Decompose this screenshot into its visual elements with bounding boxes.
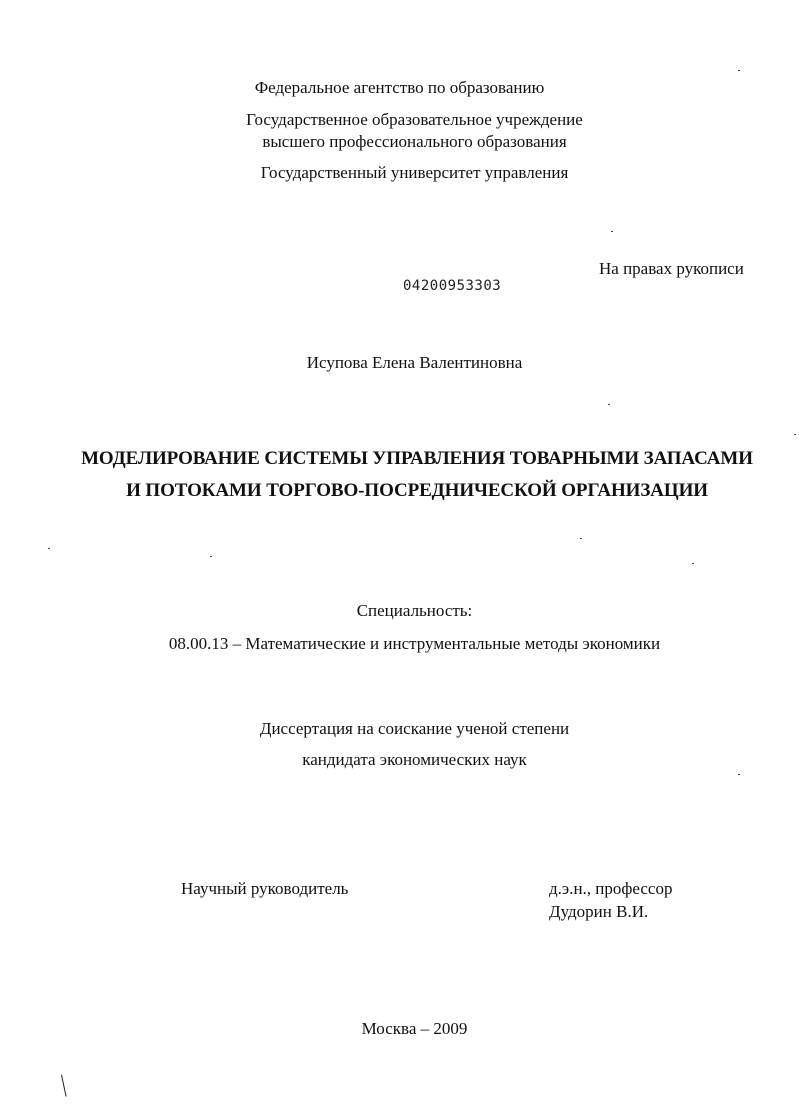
- degree-line-2: кандидата экономических наук: [302, 750, 527, 769]
- registry-number: 04200953303: [403, 278, 502, 294]
- dissertation-title-line-1: МОДЕЛИРОВАНИЕ СИСТЕМЫ УПРАВЛЕНИЯ ТОВАРНЫМИ ЗАПАСАМИ: [81, 448, 753, 469]
- manuscript-note: На правах рукописи: [599, 259, 744, 278]
- city-year: Москва – 2009: [361, 1019, 468, 1038]
- dissertation-title-line-2: И ПОТОКАМИ ТОРГОВО-ПОСРЕДНИЧЕСКОЙ ОРГАНИЗАЦИИ: [126, 480, 708, 501]
- agency-name: Федеральное агентство по образованию: [254, 78, 545, 97]
- supervisor-credentials: д.э.н., профессор: [549, 879, 673, 898]
- scan-margin-mark: [61, 1075, 67, 1097]
- scan-speck: [738, 70, 740, 71]
- specialty-value: 08.00.13 – Математические и инструментальные методы экономики: [168, 634, 661, 653]
- specialty-label: Специальность:: [356, 601, 473, 620]
- scan-speck: [611, 231, 613, 232]
- scan-speck: [210, 556, 212, 557]
- degree-line-1: Диссертация на соискание ученой степени: [259, 719, 570, 738]
- scan-speck: [608, 404, 610, 405]
- institution-line-2: высшего профессионального образования: [262, 132, 567, 151]
- scan-speck: [692, 563, 694, 564]
- scan-speck: [580, 538, 582, 539]
- supervisor-label: Научный руководитель: [181, 879, 349, 898]
- scan-speck: [794, 434, 796, 435]
- supervisor-name: Дудорин В.И.: [549, 902, 649, 921]
- institution-line-1: Государственное образовательное учреждение: [246, 110, 583, 129]
- scan-speck: [48, 548, 50, 549]
- scan-speck: [738, 774, 740, 775]
- author-name: Исупова Елена Валентиновна: [306, 353, 523, 372]
- university-name: Государственный университет управления: [260, 163, 569, 182]
